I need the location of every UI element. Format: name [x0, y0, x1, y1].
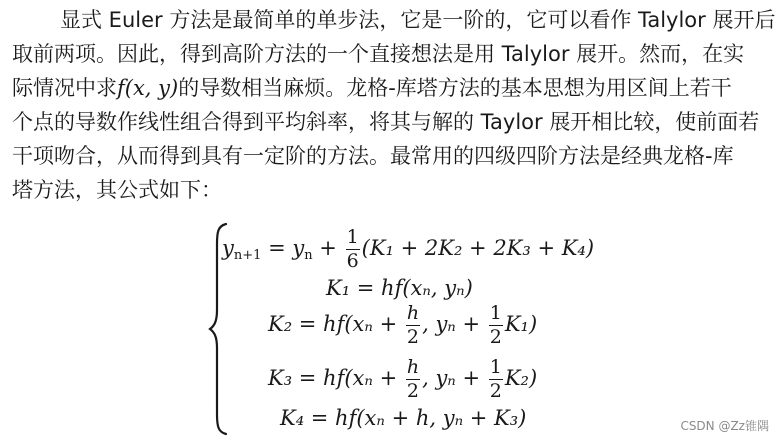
- paragraph-line-4: 个点的导数作线性组合得到平均斜率，将其与解的 Taylor 展开相比较，使前面若: [12, 110, 760, 134]
- fraction-numerator: h: [406, 302, 420, 324]
- equation-y-next: [222, 228, 594, 271]
- paragraph-line-3-end: 的导数相当麻烦。龙格-库塔方法的基本思想为用区间上若干: [178, 76, 732, 100]
- eq4-end: K₂): [504, 366, 538, 390]
- fraction-h-over-2: [406, 358, 420, 401]
- equation-k4: [280, 406, 526, 430]
- paragraph-line-3: [12, 72, 732, 104]
- eq4-lhs: K₃ = hf(xₙ +: [268, 366, 404, 390]
- fraction-h-over-2: [406, 304, 420, 347]
- fraction-denominator: 6: [346, 250, 359, 272]
- eq3-lhs: K₂ = hf(xₙ +: [268, 312, 404, 336]
- eq2-text: K₁ = hf(xₙ, yₙ): [326, 276, 473, 300]
- eq1-rest: (K₁ + 2K₂ + 2K₃ + K₄): [361, 236, 595, 260]
- eq1-mid: = y: [261, 236, 305, 260]
- eq1-mid-subscript: n: [304, 248, 313, 263]
- paragraph-line-1: 显式 Euler 方法是最简单的单步法，它是一阶的，它可以看作 Talylor 展开后: [60, 8, 776, 32]
- eq1-lhs: y: [222, 236, 234, 260]
- fraction-denominator: 2: [406, 380, 420, 402]
- paragraph-line-5: 干项吻合，从而得到具有一定阶的方法。最常用的四级四阶方法是经典龙格-库: [12, 144, 734, 168]
- equation-k3: [268, 358, 537, 401]
- rk4-equation-system: [200, 222, 620, 436]
- fraction-one-half: [489, 304, 503, 347]
- eq5-text: K₄ = hf(xₙ + h, yₙ + K₃): [280, 406, 527, 430]
- fraction-numerator: 1: [489, 356, 502, 378]
- eq3-mid: , yₙ +: [422, 312, 487, 336]
- fraction-denominator: 2: [489, 380, 502, 402]
- fraction-one-half: [489, 358, 503, 401]
- paragraph-line-3-start: 际情况中求: [12, 76, 117, 100]
- eq4-mid: , yₙ +: [422, 366, 487, 390]
- fraction-numerator: 1: [346, 226, 359, 248]
- eq3-end: K₁): [504, 312, 538, 336]
- eq1-plus: +: [312, 236, 344, 260]
- equation-k1: [326, 276, 473, 300]
- eq1-lhs-subscript: n+1: [233, 248, 262, 263]
- equation-k2: [268, 304, 537, 347]
- fraction-numerator: h: [406, 356, 420, 378]
- paragraph-line-2: 取前两项。因此，得到高阶方法的一个直接想法是用 Talylor 展开。然而，在实: [12, 42, 745, 66]
- fraction-one-sixth: [346, 228, 360, 271]
- watermark: CSDN @Zz锥隅: [680, 419, 769, 433]
- fraction-denominator: 2: [406, 326, 420, 348]
- fraction-numerator: 1: [489, 302, 502, 324]
- fraction-denominator: 2: [489, 326, 502, 348]
- paragraph-line-6: 塔方法，其公式如下：: [12, 178, 222, 202]
- inline-math-f-xy: f(x, y): [117, 76, 179, 100]
